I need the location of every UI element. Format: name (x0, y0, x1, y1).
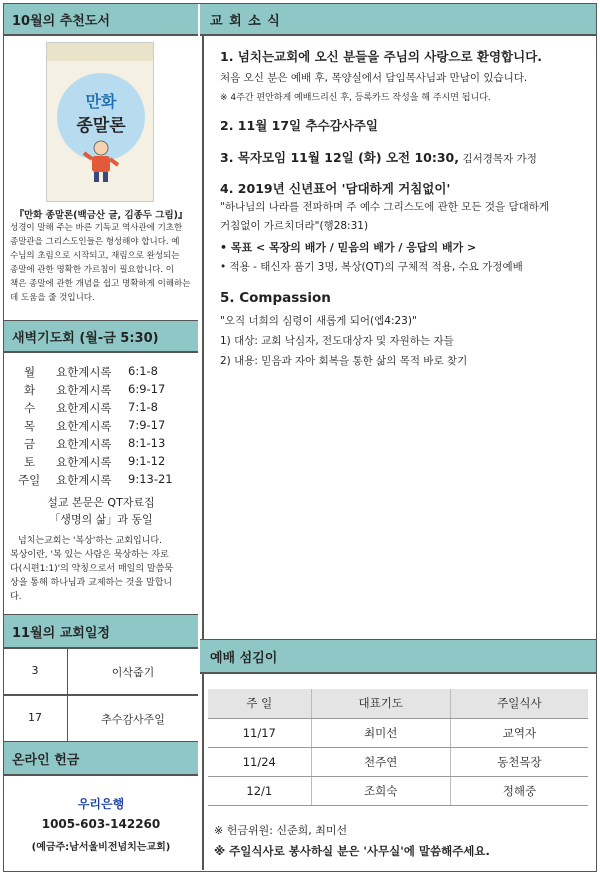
prayer-book: 요한계시록 (56, 455, 112, 469)
prayer-header: 새벽기도회 (월-금 5:30) (4, 321, 198, 351)
news-item-5-line-3: 2) 내용: 믿음과 자아 회복을 통한 삶의 목적 바로 찾기 (220, 355, 468, 367)
table-cell: 천주연 (311, 747, 450, 776)
bank-account: 1005-603-142260 (41, 817, 161, 831)
service-note-1: ※ 헌금위원: 신준희, 최미선 (214, 824, 348, 837)
book-desc-line: 데 도움을 줄 것입니다. (10, 293, 95, 303)
schedule-event: 추수감사주일 (101, 713, 165, 726)
book-header: 10월의 추천도서 (4, 4, 198, 34)
schedule-date: 17 (28, 711, 42, 724)
prayer-book: 요한계시록 (56, 365, 112, 379)
news-item-4-apply: • 적용 - 태신자 품기 3명, 복상(QT)의 구체적 적용, 수요 가정예배 (220, 261, 523, 273)
account-holder: (예금주:남서울비전넘치는교회) (31, 842, 171, 853)
column-header: 주일식사 (450, 689, 588, 718)
prayer-book: 요한계시록 (56, 419, 112, 433)
news-item-4-line-2: 거침없이 가르치더라"(행28:31) (220, 220, 369, 232)
book-desc-line: 성경이 말해 주는 바른 기독교 역사관에 기초한 (10, 223, 183, 233)
schedule-row (3, 695, 198, 741)
service-table (208, 689, 588, 806)
prayer-day: 화 (24, 383, 36, 397)
book-cover-title-1: 만화 (85, 92, 117, 111)
table-cell: 조희숙 (311, 776, 450, 805)
news-item-1-title: 1. 넘치는교회에 오신 분들을 주님의 사랑으로 환영합니다. (220, 49, 543, 64)
schedule-date: 3 (31, 664, 39, 677)
table-header-row (208, 689, 588, 718)
prayer-ref: 7:9-17 (128, 418, 166, 432)
prayer-ref: 7:1-8 (128, 400, 158, 414)
news-item-3 (220, 148, 537, 166)
table-cell: 11/24 (208, 747, 311, 776)
news-item-1-line-1: 처음 오신 분은 예배 후, 목양실에서 담임목사님과 만남이 있습니다. (220, 72, 528, 84)
table-row (208, 776, 588, 805)
church-desc-line: 복상이란, '복 있는 사람은 묵상하는 자로 (10, 550, 169, 560)
divider (200, 672, 596, 674)
news-item-5-line-2: 1) 대상: 교회 낙심자, 전도대상자 및 자원하는 자들 (220, 335, 454, 347)
sermon-note-1: 설교 본문은 QT자료집 (47, 496, 155, 509)
offering-header: 온라인 헌금 (4, 742, 198, 774)
book-cover (46, 42, 154, 202)
prayer-day: 금 (24, 437, 36, 451)
news-item-4-title: 4. 2019년 신년표어 '담대하게 거침없이' (220, 181, 451, 196)
news-header: 교 회 소 식 (200, 4, 596, 34)
table-cell: 최미선 (311, 718, 450, 747)
service-note-2: ※ 주일식사로 봉사하실 분은 '사무실'에 말씀해주세요. (214, 844, 490, 858)
column-header: 주 일 (208, 689, 311, 718)
prayer-day: 주일 (18, 473, 41, 487)
bank-name: 우리은행 (77, 797, 125, 811)
table-cell: 12/1 (208, 776, 311, 805)
prayer-day: 목 (24, 419, 36, 433)
church-desc-line: 다. (10, 592, 22, 602)
table-cell: 교역자 (450, 718, 588, 747)
news-item-4-line-1: "하나님의 나라를 전파하며 주 예수 그리스도에 관한 모든 것을 담대하게 (220, 201, 550, 213)
book-desc-line: 수님의 초림으로 시작되고, 재림으로 완성되는 (10, 251, 180, 261)
table-cell: 동천목장 (450, 747, 588, 776)
prayer-ref: 9:1-12 (128, 454, 166, 468)
church-desc-line: 상을 통해 하나님과 교제하는 것을 말합니 (10, 578, 173, 588)
news-item-2-title: 2. 11월 17일 추수감사주일 (220, 118, 378, 133)
schedule-event: 이삭줍기 (111, 666, 155, 679)
prayer-book: 요한계시록 (56, 401, 112, 415)
column-divider (202, 4, 204, 870)
church-description (10, 534, 196, 604)
prayer-book: 요한계시록 (56, 383, 112, 397)
news-item-5-title: 5. Compassion (220, 290, 331, 306)
divider (200, 34, 596, 36)
news-item-4-goal: • 목표 < 목장의 배가 / 믿음의 배가 / 응답의 배가 > (220, 241, 477, 254)
book-cover-title-2: 종말론 (76, 116, 126, 136)
divider (4, 774, 198, 776)
news-item-1-line-2: ※ 4주간 편안하게 예배드리신 후, 등록카드 작성을 해 주시면 됩니다. (220, 93, 491, 103)
book-desc-line: 종말에 관한 명확한 가르침이 필요합니다. 이 (10, 265, 175, 275)
prayer-day: 월 (24, 365, 36, 379)
church-desc-line: 다(시편1:1)'의 약칭으로서 매일의 말씀묵 (10, 564, 173, 574)
prayer-ref: 9:13-21 (128, 472, 173, 486)
schedule-row (3, 648, 198, 694)
prayer-ref: 8:1-13 (128, 436, 166, 450)
table-row (208, 718, 588, 747)
prayer-day: 수 (24, 401, 36, 415)
church-desc-line: 넘치는교회는 '복상'하는 교회입니다. (18, 536, 162, 546)
sermon-note-2: 「생명의 삶」과 동일 (49, 513, 153, 526)
table-cell: 11/17 (208, 718, 311, 747)
prayer-day: 토 (24, 455, 36, 469)
news-item-3-title: 3. 목자모임 11월 12일 (화) 오전 10:30, (220, 150, 459, 165)
service-header: 예배 섬김이 (200, 640, 596, 672)
prayer-book: 요한계시록 (56, 437, 112, 451)
cartoon-figure-icon (81, 139, 121, 183)
divider (4, 351, 198, 353)
book-desc-line: 종말관을 그리스도인들은 형성해야 합니다. 예 (10, 237, 180, 247)
news-item-5-line-1: "오직 너희의 심령이 새롭게 되어(엡4:23)" (220, 315, 417, 327)
book-description (10, 221, 196, 305)
book-cover-top (47, 43, 153, 61)
table-row (208, 747, 588, 776)
news-item-3-place: 김서경목자 가정 (462, 153, 537, 165)
divider (4, 34, 198, 36)
book-desc-line: 책은 종말에 관한 개념을 쉽고 명확하게 이해하는 (10, 279, 191, 289)
table-cell: 정해중 (450, 776, 588, 805)
book-caption-title: 『만화 종말론(백금산 글, 김종두 그림)』 (14, 210, 188, 221)
prayer-ref: 6:9-17 (128, 382, 166, 396)
prayer-ref: 6:1-8 (128, 364, 158, 378)
prayer-book: 요한계시록 (56, 473, 112, 487)
column-header: 대표기도 (311, 689, 450, 718)
schedule-header: 11월의 교회일정 (4, 615, 198, 647)
